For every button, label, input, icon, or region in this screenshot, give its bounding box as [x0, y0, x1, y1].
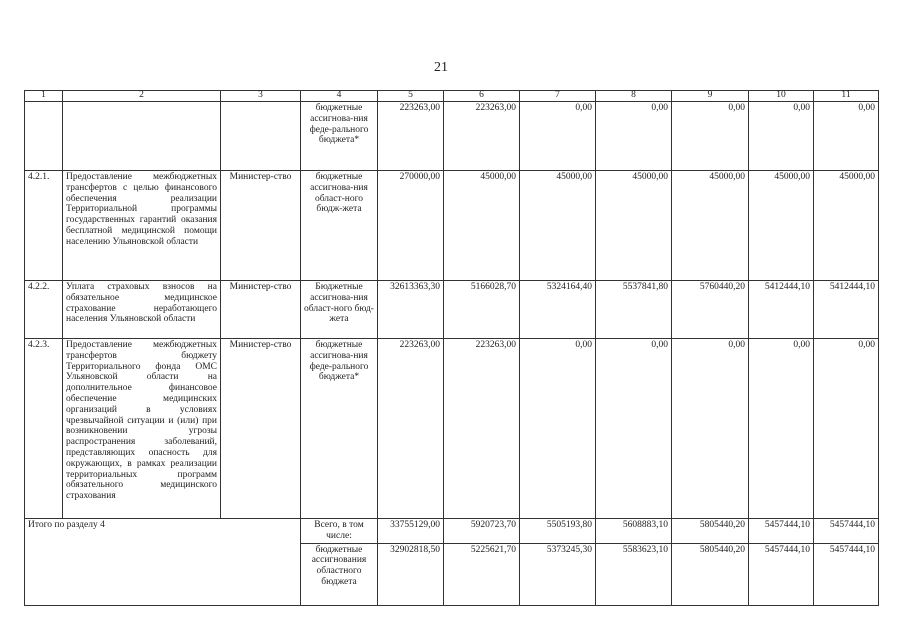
row-code: 4.2.2. [25, 281, 63, 339]
row-value: 223263,00 [444, 339, 520, 519]
row-executor: Министер-ство [221, 171, 301, 281]
row-source: бюджетные ассигнова-ния област-ного бюдж-жета [301, 171, 378, 281]
row-executor: Министер-ство [221, 281, 301, 339]
row-name: Предоставление межбюджетных трансфертов бюджету Территориального фонда ОМС Ульяновской области на дополнительное финансовое обеспечение медицинских организаций в условиях чрезвычайной ситуации и (или) при возникновении угрозы распространения заболеваний, представляющих опасность для окружающих, в рамках реализации территориальных программ обязательного медицинского страхования [63, 339, 221, 519]
total-value: 5608883,10 [596, 519, 672, 544]
column-number: 11 [814, 91, 879, 102]
row-value: 0,00 [520, 102, 596, 171]
row-value: 0,00 [814, 339, 879, 519]
total-regional-value: 5583623,10 [596, 543, 672, 605]
total-regional-label: бюджетные ассигнования областного бюджета [301, 543, 378, 605]
table-row [25, 281, 879, 339]
row-value: 5324164,40 [520, 281, 596, 339]
row-name [63, 102, 221, 171]
column-number-row [25, 91, 879, 102]
column-number: 4 [301, 91, 378, 102]
row-value: 45000,00 [520, 171, 596, 281]
total-value: 5505193,80 [520, 519, 596, 544]
total-value: 5920723,70 [444, 519, 520, 544]
column-number: 1 [25, 91, 63, 102]
total-regional-value: 5225621,70 [444, 543, 520, 605]
row-value: 0,00 [672, 102, 749, 171]
total-regional-value: 5457444,10 [814, 543, 879, 605]
row-source: бюджетные ассигнова-ния феде-рального бюджета* [301, 339, 378, 519]
row-code: 4.2.3. [25, 339, 63, 519]
column-number: 8 [596, 91, 672, 102]
total-row [25, 519, 879, 544]
row-value: 5412444,10 [749, 281, 814, 339]
total-label: Итого по разделу 4 [25, 519, 301, 606]
row-value: 32613363,30 [378, 281, 444, 339]
row-value: 45000,00 [596, 171, 672, 281]
row-source: бюджетные ассигнова-ния феде-рального бюджета* [301, 102, 378, 171]
table-row [25, 102, 879, 171]
budget-table [24, 90, 879, 606]
row-value: 5537841,80 [596, 281, 672, 339]
total-value: 5457444,10 [814, 519, 879, 544]
row-value: 0,00 [596, 102, 672, 171]
row-value: 0,00 [672, 339, 749, 519]
total-regional-value: 32902818,50 [378, 543, 444, 605]
page-number: 21 [434, 60, 448, 75]
column-number: 10 [749, 91, 814, 102]
row-name: Уплата страховых взносов на обязательное медицинское страхование неработающего населения Ульяновской области [63, 281, 221, 339]
row-value: 0,00 [814, 102, 879, 171]
row-value: 0,00 [520, 339, 596, 519]
column-number: 6 [444, 91, 520, 102]
row-value: 5166028,70 [444, 281, 520, 339]
row-value: 270000,00 [378, 171, 444, 281]
column-number: 3 [221, 91, 301, 102]
row-value: 223263,00 [378, 102, 444, 171]
row-source: Бюджетные ассигнова-ния област-ного бюд-жета [301, 281, 378, 339]
total-value: 33755129,00 [378, 519, 444, 544]
row-value: 0,00 [749, 339, 814, 519]
row-executor: Министер-ство [221, 339, 301, 519]
row-value: 0,00 [749, 102, 814, 171]
row-value: 0,00 [596, 339, 672, 519]
row-value: 45000,00 [444, 171, 520, 281]
row-value: 45000,00 [672, 171, 749, 281]
row-value: 223263,00 [444, 102, 520, 171]
column-number: 2 [63, 91, 221, 102]
row-value: 45000,00 [814, 171, 879, 281]
row-value: 45000,00 [749, 171, 814, 281]
row-value: 5412444,10 [814, 281, 879, 339]
row-name: Предоставление межбюджетных трансфертов с целью финансового обеспечения реализации Территориальной программы государственных гарантий оказания бесплатной медицинской помощи населению Ульяновской области [63, 171, 221, 281]
row-value: 5760440,20 [672, 281, 749, 339]
row-value: 223263,00 [378, 339, 444, 519]
row-executor [221, 102, 301, 171]
table-row [25, 339, 879, 519]
total-regional-value: 5373245,30 [520, 543, 596, 605]
total-all-label: Всего, в том числе: [301, 519, 378, 544]
column-number: 7 [520, 91, 596, 102]
row-code: 4.2.1. [25, 171, 63, 281]
total-value: 5805440,20 [672, 519, 749, 544]
column-number: 9 [672, 91, 749, 102]
column-number: 5 [378, 91, 444, 102]
table-row [25, 171, 879, 281]
total-regional-value: 5457444,10 [749, 543, 814, 605]
total-value: 5457444,10 [749, 519, 814, 544]
total-regional-value: 5805440,20 [672, 543, 749, 605]
row-code [25, 102, 63, 171]
